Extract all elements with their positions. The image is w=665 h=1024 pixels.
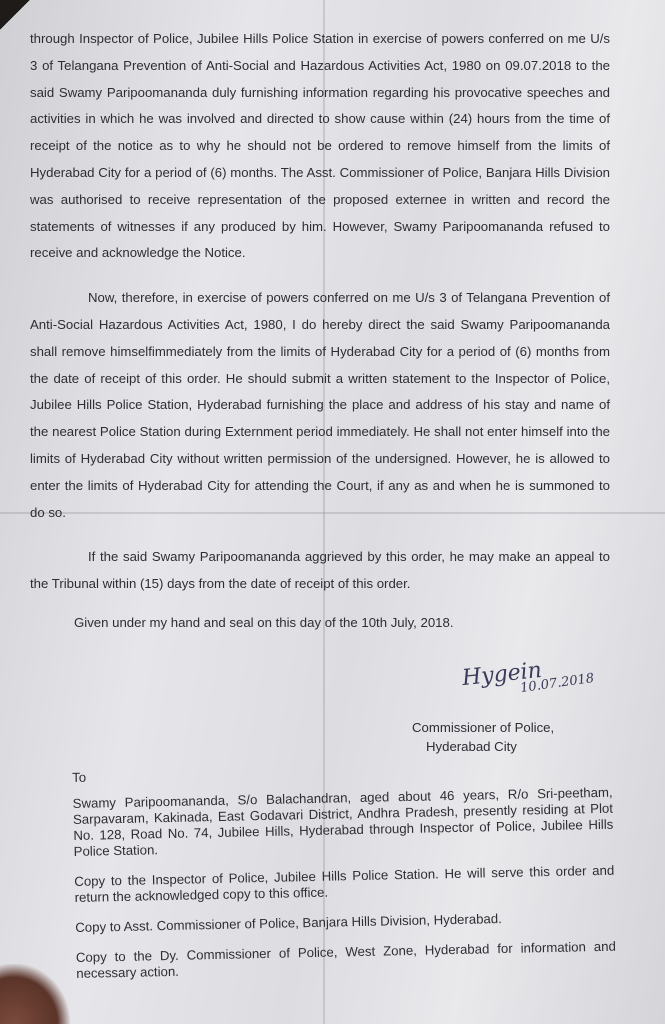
signatory-title: Commissioner of Police, <box>412 720 555 735</box>
background-corner <box>0 0 30 30</box>
signatory-city: Hyderabad City <box>426 739 517 754</box>
copy-to-dcp: Copy to the Dy. Commissioner of Police, West Zone, Hyderabad for information and necessary action. <box>75 938 616 981</box>
paragraph-order: Now, therefore, in exercise of powers conferred on me U/s 3 of Telangana Prevention of Anti-Social Hazardous Activities Act, 1980, I do hereby direct the said Swamy Paripoomananda shall remove himselfimmediately from the limits of Hyderabad City for a period of (6) months from the date of receipt of this order. He should submit a written statement to the Inspector of Police, Jubilee Hills Police Station, Hyderabad furnishing the place and address of his stay and name of the nearest Police Station during Externment period immediately. He shall not enter himself into the limits of Hyderabad City without written permission of the undersigned. However, he is allowed to enter the limits of Hyderabad City for attending the Court, if any as and when he is summoned to do so. <box>30 290 610 520</box>
signature-date: 10.07.2018 <box>519 670 596 697</box>
recipient-address: Swamy Paripoomananda, S/o Balachandran, aged about 46 years, R/o Sri-peetham, Sarpavaram, Kakinada, East Godavari District, Andhra Pradesh, presently residing at Plot No. 128, Road No. 74, Jubilee Hills, Hyderabad through Inspector of Police, Jubilee Hills Police Station. <box>72 784 614 859</box>
paragraph-notice: through Inspector of Police, Jubilee Hills Police Station in exercise of powers conferred on me U/s 3 of Telangana Prevention of Anti-Social and Hazardous Activities Act, 1980 on 09.07.2018 to the said Swamy Paripoomananda duly furnishing information regarding his provocative speeches and activities in which he was involved and directed to show cause within (24) hours from the time of receipt of the notice as to why he should not be ordered to remove himself from the limits of Hyderabad City for a period of (6) months. The Asst. Commissioner of Police, Banjara Hills Division was authorised to receive representation of the proposed externee in written and record the statements of witnesses if any produced by him. However, Swamy Paripoomananda refused to receive and acknowledge the Notice. <box>30 31 610 261</box>
copy-to-acp: Copy to Asst. Commissioner of Police, Banjara Hills Division, Hyderabad. <box>75 911 502 935</box>
recipient-block <box>72 759 617 996</box>
thumb-in-frame <box>0 964 70 1024</box>
given-under-hand: Given under my hand and seal on this day of the 10th July, 2018. <box>74 614 454 630</box>
signature: Hygein <box>460 657 544 692</box>
signatory-block <box>412 718 612 756</box>
paragraph-appeal: If the said Swamy Paripoomananda aggrieved by this order, he may make an appeal to the Tribunal within (15) days from the date of receipt of this order. <box>30 549 610 592</box>
copy-to-inspector: Copy to the Inspector of Police, Jubilee Hills Police Station. He will serve this order and return the acknowledged copy to this office. <box>74 862 615 905</box>
to-label: To <box>72 769 87 785</box>
document-body <box>30 26 610 637</box>
